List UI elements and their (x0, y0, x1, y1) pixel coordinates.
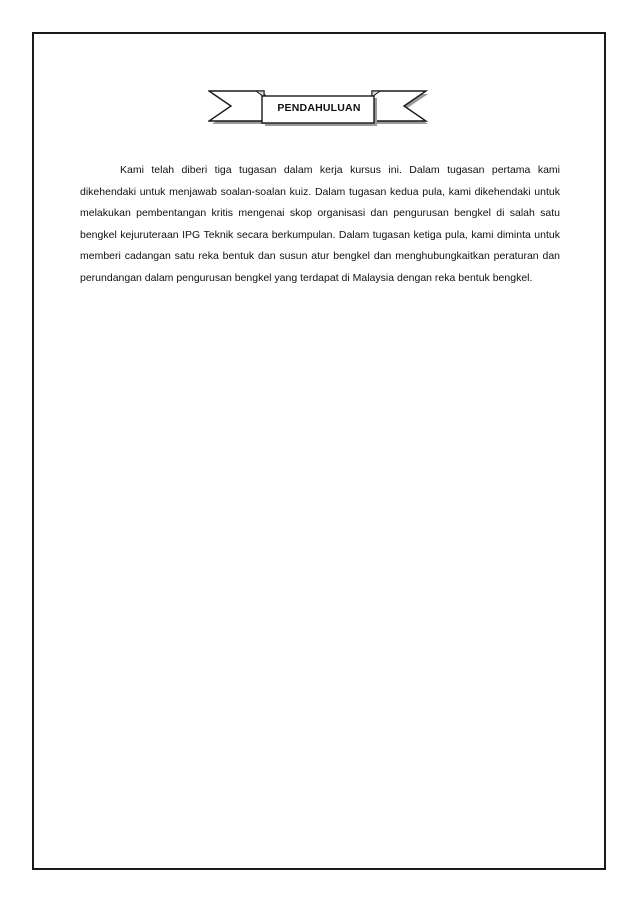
heading-banner (208, 88, 430, 128)
page-title: PENDAHULUAN (277, 102, 361, 114)
ribbon-left-tail (209, 91, 264, 121)
ribbon-right-tail (372, 91, 426, 121)
page-border (32, 32, 606, 870)
intro-paragraph: Kami telah diberi tiga tugasan dalam kerja kursus ini. Dalam tugasan pertama kami dikehendaki untuk menjawab soalan-soalan kuiz. Dalam tugasan kedua pula, kami dikehendaki untuk melakukan pembentangan kritis mengenai skop organisasi dan pengurusan bengkel di salah satu bengkel kejuruteraan IPG Teknik secara berkumpulan. Dalam tugasan ketiga pula, kami diminta untuk memberi cadangan satu reka bentuk dan susun atur bengkel dan menghubungkaitkan peraturan dan perundangan dalam pengurusan bengkel yang terdapat di Malaysia dengan reka bentuk bengkel. (80, 164, 560, 284)
